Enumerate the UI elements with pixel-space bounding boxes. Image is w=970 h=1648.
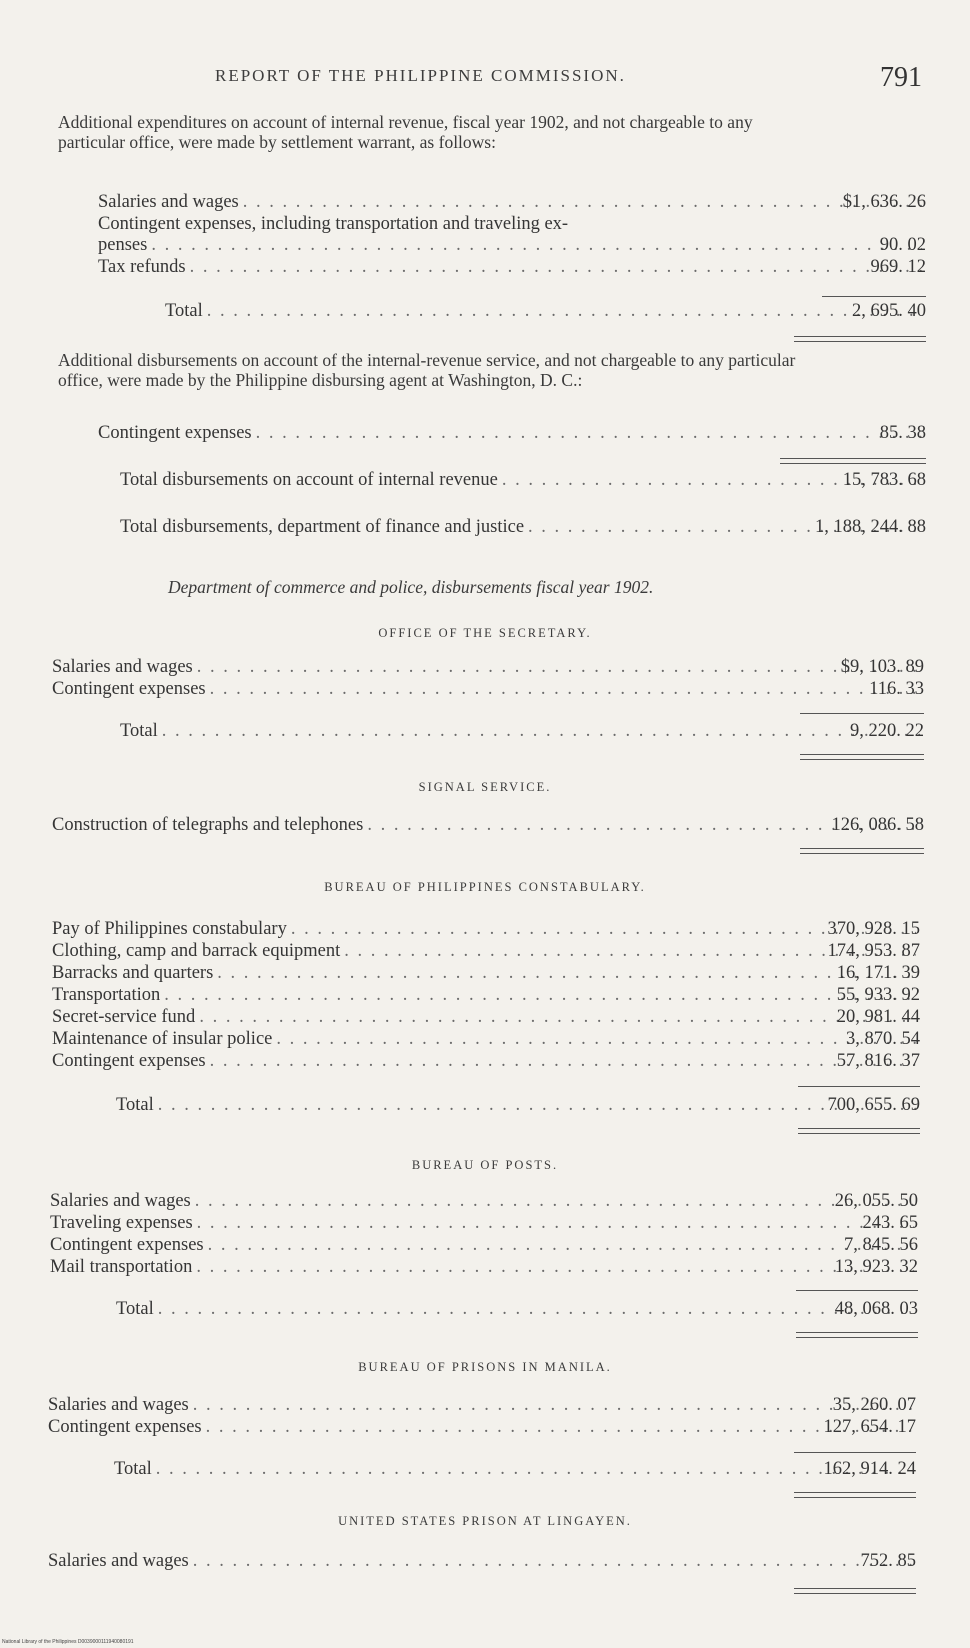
total-double-rule [798,1128,920,1134]
total-double-rule [794,1588,916,1594]
internal-revenue-intro-2: Additional disbursements on account of the internal-revenue service, and not chargeable to any particular office, were made by the Philippine disbursing agent at Washington, D. C.: [58,350,796,390]
section-title-signal: SIGNAL SERVICE. [418,780,552,794]
total-double-rule [796,1332,918,1338]
posts-row-mail: Mail transportation . . . 13, 923. 32 [50,1256,918,1278]
ir-row-total-department: Total disbursements, department of finance and justice . . . 1, 188, 244. 88 [120,516,926,538]
page-number: 791 [880,62,922,93]
posts-row-traveling: Traveling expenses . . . 243. 65 [50,1212,918,1234]
lingayen-row-salaries: Salaries and wages . . . 752. 85 [48,1550,916,1572]
page-header [0,62,970,92]
prisons-row-total: Total . . . 162, 914. 24 [114,1458,916,1480]
secretary-row-salaries: Salaries and wages . . . $9, 103. 89 [52,656,924,678]
subtotal-rule [822,296,926,297]
constabulary-row-total: Total . . . 700, 655. 69 [116,1094,920,1116]
running-title: REPORT OF THE PHILIPPINE COMMISSION. [215,66,626,85]
library-footer: National Library of the Philippines D0039000111940080191 [2,1639,134,1645]
constabulary-row-transportation: Transportation . . . 55, 933. 92 [52,984,920,1006]
constabulary-row-insular-police: Maintenance of insular police . . . 3, 870. 54 [52,1028,920,1050]
subtotal-rule [798,1086,920,1087]
section-title-prisons: BUREAU OF PRISONS IN MANILA. [358,1360,612,1374]
posts-row-total: Total . . . 48, 068. 03 [116,1298,918,1320]
ir-row-contingent-line1: Contingent expenses, including transportation and traveling ex- [98,214,569,234]
secretary-row-contingent: Contingent expenses . . . 116. 33 [52,678,924,700]
ir-row-salaries: Salaries and wages . . . $1, 636. 26 [98,191,926,213]
total-double-rule [800,754,924,760]
posts-row-salaries: Salaries and wages . . . 26, 055. 50 [50,1190,918,1212]
section-title-lingayen: UNITED STATES PRISON AT LINGAYEN. [338,1514,632,1528]
constabulary-row-contingent: Contingent expenses . . . 57, 816. 37 [52,1050,920,1072]
prisons-row-contingent: Contingent expenses . . . 127, 654. 17 [48,1416,916,1438]
section-title-posts: BUREAU OF POSTS. [411,1158,559,1172]
prisons-row-salaries: Salaries and wages . . . 35, 260. 07 [48,1394,916,1416]
internal-revenue-intro: Additional expenditures on account of internal revenue, fiscal year 1902, and not chargeable to any particular office, were made by settlement warrant, as follows: [58,112,753,152]
signal-row-construction: Construction of telegraphs and telephones . . . 126, 086. 58 [52,814,924,836]
total-double-rule [780,458,926,464]
total-double-rule [794,336,926,342]
ir-row-total-internal-revenue: Total disbursements on account of internal revenue . . . 15, 783. 68 [120,469,926,491]
secretary-row-total: Total . . . 9, 220. 22 [120,720,924,742]
section-title-constabulary: BUREAU OF PHILIPPINES CONSTABULARY. [324,880,646,894]
subtotal-rule [794,1452,916,1453]
subtotal-rule [796,1290,918,1291]
constabulary-row-pay: Pay of Philippines constabulary . . . 370, 928. 15 [52,918,920,940]
ir-row-contingent-line2: penses . . . 90. 02 [98,234,926,256]
total-double-rule [800,848,924,854]
ir-row-contingent-washington: Contingent expenses . . . 85. 38 [98,422,926,444]
posts-row-contingent: Contingent expenses . . . 7, 845. 56 [50,1234,918,1256]
constabulary-row-barracks: Barracks and quarters . . . 16, 171. 39 [52,962,920,984]
ir-row-total: Total . . . 2, 695. 40 [165,300,926,322]
constabulary-row-clothing: Clothing, camp and barrack equipment . . . 174, 953. 87 [52,940,920,962]
department-heading: Department of commerce and police, disbursements fiscal year 1902. [168,577,654,597]
total-double-rule [794,1492,916,1498]
constabulary-row-secret-service: Secret-service fund . . . 20, 981. 44 [52,1006,920,1028]
section-title-secretary: OFFICE OF THE SECRETARY. [378,626,592,640]
subtotal-rule [800,713,924,714]
ir-row-tax-refunds: Tax refunds . . . 969. 12 [98,256,926,278]
